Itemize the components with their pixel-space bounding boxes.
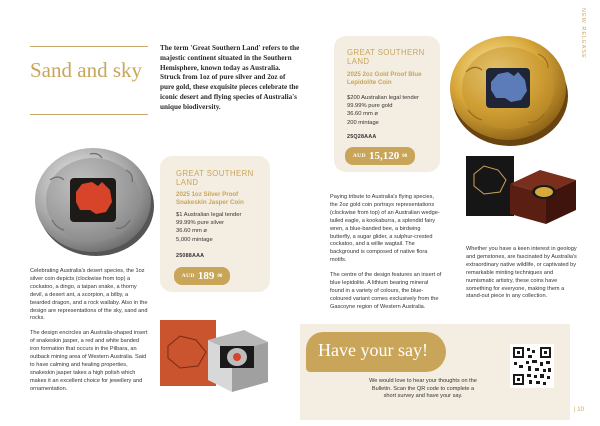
survey-title: Have your say! [318,340,428,360]
silver-card-code: 25088AAA [176,253,205,259]
gold-price-badge: AUD 15,120 00 [345,147,415,165]
page-number: | 10 [574,407,584,413]
heading-rule-top [30,46,148,47]
silver-coin-description: Celebrating Australia's desert species, the 1oz silver coin depicts (clockwise from top) a cockatoo, a dingo, a taipan snake, a thorny devil, a desert ant, a scorpion, a bilby, a bearded dragon, and a rock wallaby. Also in the design are representations of the sky, sand and rocks. The design encircles an Australia-shaped insert of snakeskin jasper, a red and white banded iron formation that occurs in the Pilbara, an outback mining area of Western Australia. Said to have calming and healing properties, snakeskin jasper takes a high polish which makes it an excellent choice for jewellery and ornamentation. [30,268,148,392]
gold-card-specs: $200 Australian legal tender 99.99% pure gold 36.60 mm ø 200 mintage [347,95,419,126]
gold-card-title: GREAT SOUTHERN LAND [347,48,425,66]
heading-rule-bottom [30,114,148,115]
silver-coin-image [30,140,156,258]
silver-price-badge: AUD 189 00 [174,267,230,285]
silver-card-subtitle: 2025 1oz Silver Proof Snakeskin Jasper Coin [176,191,244,206]
page-title: Sand and sky [30,58,142,82]
closing-paragraph: Whether you have a keen interest in geology and gemstones, are fascinated by Australia's extraordinary native wildlife, or captivated by remarkable minting techniques and numismatic artistry, these coins have something for everyone, making them a stand-out piece in any collection. [466,246,577,300]
survey-text: We would love to hear your thoughts on the Bulletin. Scan the QR code to complete a short survey and have your say. [369,378,477,400]
intro-text: The term 'Great Southern Land' refers to the majestic continent situated in the Southern Hemisphere, known today as Australia. Struck from 1oz of pure silver and 2oz of pure gold, these exquisite pieces celebrate the iconic desert and flying species of Australia's unique biodiversity. [160,44,300,111]
gold-card-code: 25Q28AAA [347,134,377,140]
gold-coin-description: Paying tribute to Australia's flying species, the 2oz gold coin portrays representations (clockwise from top) of an Australian wedge-tailed eagle, a kookaburra, a splendid fairy wren, a blue-banded bee, a birdwing butterfly, a sugar glider, a sulphur-crested cockatoo, and a willie wagtail. The background is composed of native flora motifs. The centre of the design features an insert of blue lepidolite. A lithium bearing mineral found in a variety of colours, the blue-coloured variant comes exclusively from the Gascoyne region of Western Australia. [330,194,442,310]
gold-card-subtitle: 2025 2oz Gold Proof Blue Lepidolite Coin [347,71,422,86]
gold-coin-image [446,28,570,148]
new-release-label: NEW RELEASE [580,8,586,59]
gold-coin-box-image [466,154,576,234]
qr-code-image[interactable] [510,344,554,388]
silver-coin-box-image [160,316,268,406]
silver-card-specs: $1 Australian legal tender 99.99% pure silver 36.60 mm ø 5,000 mintage [176,212,242,243]
silver-card-title: GREAT SOUTHERN LAND [176,169,254,187]
